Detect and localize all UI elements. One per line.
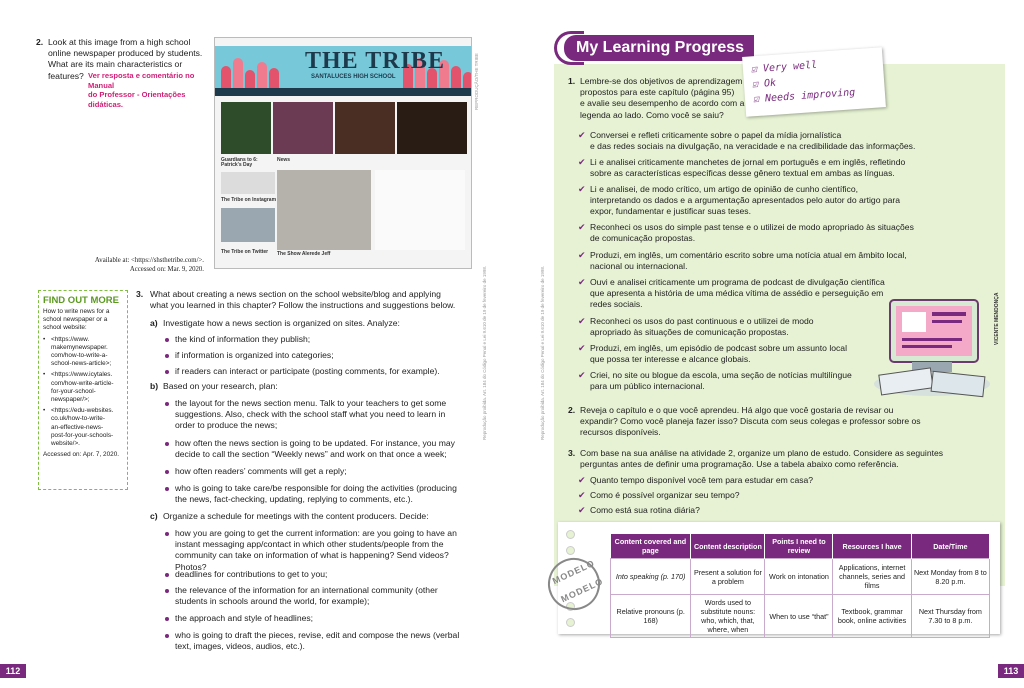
a-text: Investigate how a news section is organized on sites. Analyze: [163, 318, 400, 328]
b-item: the layout for the news section menu. Talk to your teachers to get some suggestions. Also, check with the school staff what you need to learn in order to produce the news; [175, 398, 475, 432]
find-link-3[interactable]: • <https://edu-websites. co.uk/how-to-write- an-effective-news- post-for-your-schools- website/>. [43, 407, 114, 448]
table-cell: Next Thursday from 7.30 to 8 p.m. [911, 595, 989, 638]
table-header: Content description [691, 534, 765, 559]
q3-number: 3. [136, 289, 144, 299]
available-note: Available at: <https://shsthetribe.com/>. Accessed on: Mar. 9, 2020. [94, 257, 204, 273]
c-item: the relevance of the information for an international community (other students in schools around the world, for example); [175, 585, 475, 607]
q3-check: ✔ Como é possível organizar seu tempo? [590, 490, 740, 501]
table-cell: Next Monday from 8 to 8.20 p.m. [911, 559, 989, 595]
table-cell: Into speaking (p. 170) [611, 559, 691, 595]
computer-illustration [872, 292, 992, 402]
c-item: deadlines for contributions to get to you; [175, 569, 328, 579]
a-label: a) [150, 318, 158, 328]
find-link-2[interactable]: • <https://www.icytales. com/how-write-article- for-your-school- newspaper/>; [43, 371, 114, 404]
a-item: if information is organized into categories; [175, 350, 334, 360]
b-item: who is going to take care/be responsible for doing the activities (producing the news, fact-checking, updating, replying to comments, etc.). [175, 483, 475, 505]
legend-very-well: ☑ Very well [750, 59, 818, 76]
study-plan-table [610, 534, 990, 638]
objective-check: ✔ Ouvi e analisei criticamente um programa de podcast de divulgação científica que apresenta a história de uma médica vítima de assédio e perseguição em redes sociais. [590, 277, 890, 311]
r-q1-number: 1. [568, 76, 576, 86]
legend-needs-improving: ☑ Needs improving [752, 87, 856, 106]
screenshot-credit: REPRODUÇÃO/THE TRIBE [474, 53, 479, 110]
c-item: how you are going to get the current information: are you going to have an instant messaging app/contact in which other students/people from the community can take on information of what is happening? Send videos? Photos? [175, 528, 475, 573]
article-title: The Show Alerede Jeff [277, 251, 331, 257]
legend-note [742, 47, 886, 117]
b-item: how often the news section is going to be updated. For instance, you may decide to call the section “Weekly news” and work on that once a week; [175, 438, 475, 460]
instagram-heading: The Tribe on Instagram [221, 197, 277, 203]
photo-tile [397, 102, 467, 154]
r-q2-text: Reveja o capítulo e o que você aprendeu. Há algo que você gostaria de revisar ou expandir? Como você planeja fazer isso? Discuta com seus colegas e professor sobre os recursos disponíveis. [580, 405, 921, 438]
c-item: the approach and style of headlines; [175, 613, 314, 623]
news-list [375, 170, 465, 250]
section-title: My Learning Progress [564, 35, 754, 61]
newspaper-subtitle: SANTALUCES HIGH SCHOOL [311, 74, 396, 80]
a-item: if readers can interact or participate (posting comments, for example). [175, 366, 440, 376]
b-item: how often readers’ comments will get a reply; [175, 466, 347, 476]
r-q3-text: Com base na sua análise na atividade 2, organize um plano de estudo. Considere as seguintes perguntas antes de definir uma programação. Use a tabela abaixo como referência. [580, 448, 944, 470]
r-q1-text: Lembre-se dos objetivos de aprendizagem propostos para este capítulo (página 95) e avalie seu desempenho de acordo com a legenda ao lado. Como você se saiu? [580, 76, 745, 120]
find-accessed: Accessed on: Apr. 7, 2020. [43, 451, 120, 459]
photo-tile [273, 102, 333, 154]
photo-tile [221, 102, 271, 154]
table-cell: Words used to substitute nouns: who, which, that, where, when [691, 595, 765, 638]
objective-check: ✔ Criei, no site ou blogue da escola, uma seção de notícias multilíngue para um público internacional. [590, 370, 870, 392]
instagram-grid [221, 208, 275, 242]
illustration-credit: VICENTE MENDONÇA [994, 292, 1000, 345]
newspaper-nav [215, 88, 472, 96]
table-cell: Relative pronouns (p. 168) [611, 595, 691, 638]
q2-teacher-note: Ver resposta e comentário no Manual do Professor - Orientações didáticas. [88, 71, 195, 109]
table-row [611, 559, 990, 595]
photo-tile [335, 102, 395, 154]
c-text: Organize a schedule for meetings with the content producers. Decide: [163, 511, 429, 521]
a-item: the kind of information they publish; [175, 334, 311, 344]
calendar-box [221, 172, 275, 194]
objective-check: ✔ Li e analisei, de modo crítico, um artigo de opinião de cunho científico, interpretando os dados e a argumentação apresentados pelo autor do artigo para expor, fundamentar e justificar suas teses. [590, 184, 970, 218]
q2-text: Look at this image from a high school online newspaper produced by students. What are its main characteristics or features? [48, 37, 203, 81]
r-q2-number: 2. [568, 405, 576, 415]
table-cell: When to use “that” [765, 595, 833, 638]
news-photo [277, 170, 371, 250]
table-cell: Textbook, grammar book, online activities [833, 595, 911, 638]
table-cell: Applications, internet channels, series and films [833, 559, 911, 595]
news-heading: News [277, 157, 291, 163]
find-link-1[interactable]: • <https://www. makemynewspaper. com/how-to-write-a- school-news-article>; [43, 335, 112, 368]
table-cell: Present a solution for a problem [691, 559, 765, 595]
newspaper-logo: THE TRIBE [305, 48, 445, 74]
page-number: 112 [0, 664, 26, 678]
table-header: Date/Time [911, 534, 989, 559]
table-header: Content covered and page [611, 534, 691, 559]
objective-check: ✔ Reconheci os usos do simple past tense e o utilizei de modo apropriado às situações de comunicação propostas. [590, 222, 970, 244]
objective-check: ✔ Produzi, em inglês, um episódio de podcast sobre um assunto local que possa ter interesse e alcance globais. [590, 343, 870, 365]
q3-text: What about creating a news section on the school website/blog and applying what you learned in this chapter? Follow the instructions and suggestions below. [150, 289, 456, 311]
twitter-heading: The Tribe on Twitter [221, 249, 269, 255]
guardians-heading: Guardians to 6: Patrick's Day [221, 157, 258, 168]
c-label: c) [150, 511, 158, 521]
b-text: Based on your research, plan: [163, 381, 278, 391]
objective-check: ✔ Conversei e refleti criticamente sobre o papel da mídia jornalística e das redes sociais na divulgação, na veracidade e na credibilidade das informações. [590, 130, 970, 152]
table-header: Resources I have [833, 534, 911, 559]
q2-number: 2. [36, 37, 44, 47]
objective-check: ✔ Reconheci os usos do past continuous e o utilizei de modo apropriado às situações de comunicação propostas. [590, 316, 870, 338]
table-cell: Work on intonation [765, 559, 833, 595]
legend-ok: ☑ Ok [751, 77, 777, 91]
objective-check: ✔ Produzi, em inglês, um comentário escrito sobre uma notícia atual em âmbito local, nacional ou internacional. [590, 250, 970, 272]
objective-check: ✔ Li e analisei criticamente manchetes de jornal em português e em inglês, refletindo sobre as características específicas desse gênero textual em ambas as línguas. [590, 157, 970, 179]
table-row [611, 595, 990, 638]
newspaper-screenshot [214, 37, 472, 269]
c-item: who is going to draft the pieces, revise, edit and compose the news (verbal text, images, videos, audios, etc.). [175, 630, 475, 652]
r-q3-number: 3. [568, 448, 576, 458]
find-out-more-title: FIND OUT MORE [43, 295, 119, 306]
q3-check: ✔ Quanto tempo disponível você tem para estudar em casa? [590, 475, 813, 486]
q3-check: ✔ Como está sua rotina diária? [590, 505, 700, 516]
modelo-stamp: MODELO MODELO [539, 549, 608, 618]
legal-note: Reprodução proibida. Art. 184 do Código Penal e Lei 9.610 de 19 de fevereiro de 1998. [540, 265, 545, 440]
table-header: Points I need to review [765, 534, 833, 559]
b-label: b) [150, 381, 159, 391]
find-out-more-box [38, 290, 128, 490]
find-out-more-intro: How to write news for a school newspaper or a school website: [43, 308, 110, 332]
legal-note: Reprodução proibida. Art. 184 do Código Penal e Lei 9.610 de 19 de fevereiro de 1998. [482, 265, 487, 440]
page-number: 113 [998, 664, 1024, 678]
